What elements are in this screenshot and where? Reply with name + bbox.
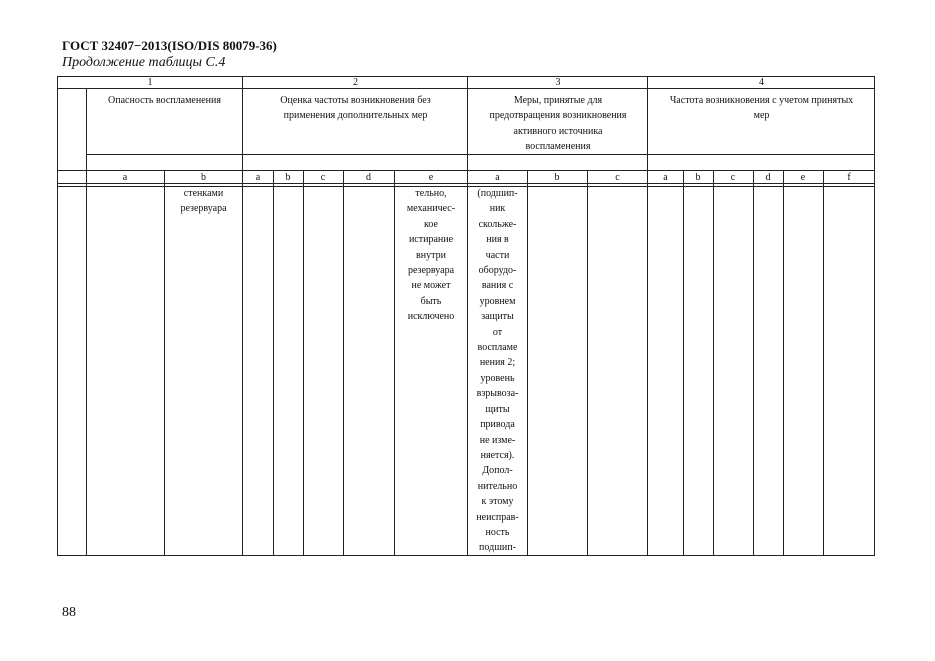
subheader-1b: b xyxy=(201,172,206,183)
cell-line: воспламе xyxy=(477,342,518,354)
subheader-2e: e xyxy=(428,172,434,183)
cell-line: оборудо- xyxy=(478,265,517,277)
subheader-4b: b xyxy=(695,172,701,183)
cell-line: (подшип- xyxy=(477,188,518,199)
subheader-2d: d xyxy=(366,172,371,183)
header-line: мер xyxy=(753,110,770,122)
page-number: 88 xyxy=(62,605,76,620)
subheader-4f: f xyxy=(847,172,851,183)
subheader-3b: b xyxy=(554,172,560,183)
header-ignition-hazard: Опасность воспламенения xyxy=(108,95,221,106)
cell-line: кое xyxy=(424,218,438,230)
header-line: воспламенения xyxy=(525,141,591,153)
cell-line: нения 2; xyxy=(479,357,516,369)
column-number-1: 1 xyxy=(147,77,153,88)
cell-line: от xyxy=(492,326,503,338)
subheader-2a: a xyxy=(255,172,261,183)
cell-1b xyxy=(164,186,243,217)
cell-3a xyxy=(468,186,527,556)
cell-line: скольже- xyxy=(478,218,517,230)
cell-line: ность xyxy=(485,526,510,538)
cell-line: уровень xyxy=(480,372,515,384)
header-measures-taken xyxy=(468,93,648,155)
cell-line: уровнем xyxy=(479,295,516,307)
standard-code: ГОСТ 32407−2013(ISO/DIS 80079-36) xyxy=(62,38,277,53)
header-line: предотвращения возникновения xyxy=(489,110,627,122)
cell-line: нительно xyxy=(477,480,518,492)
cell-line: исключено xyxy=(407,311,455,323)
header-frequency-without-measures xyxy=(243,93,468,124)
column-number-4: 4 xyxy=(759,77,764,88)
subheader-2b: b xyxy=(285,172,291,183)
table-continuation-caption: Продолжение таблицы С.4 xyxy=(62,55,226,70)
cell-line: неисправ- xyxy=(476,511,519,523)
cell-line: резервуара xyxy=(180,203,227,215)
header-line: применения дополнительных мер xyxy=(283,110,428,122)
cell-line: Допол- xyxy=(482,465,513,477)
column-number-2: 2 xyxy=(353,77,358,88)
subheader-4d: d xyxy=(765,172,771,183)
cell-line: стенками xyxy=(183,188,224,199)
cell-line: механичес- xyxy=(406,203,456,215)
cell-line: защиты xyxy=(481,311,514,323)
subheader-3c: c xyxy=(615,172,620,183)
subheader-3a: a xyxy=(495,172,500,183)
cell-2e xyxy=(394,186,468,325)
header-line: Меры, принятые для xyxy=(513,95,603,106)
cell-line: внутри xyxy=(416,249,446,261)
cell-line: резервуара xyxy=(407,265,455,277)
cell-line: ник xyxy=(489,203,506,215)
header-frequency-with-measures xyxy=(648,93,875,124)
cell-line: истирание xyxy=(408,234,454,246)
subheader-2c: c xyxy=(320,172,326,183)
cell-line: не может xyxy=(411,280,451,292)
cell-line: подшип- xyxy=(479,542,516,554)
cell-line: не изме- xyxy=(479,434,516,446)
subheader-1a: a xyxy=(122,172,128,183)
cell-line: ния в xyxy=(486,234,509,246)
header-line: активного источника xyxy=(513,125,603,137)
cell-line: щиты xyxy=(485,403,510,415)
subheader-4a: a xyxy=(663,172,668,183)
cell-line: вания с xyxy=(481,280,514,292)
cell-line: к этому xyxy=(481,496,514,508)
cell-line: няется). xyxy=(480,449,515,461)
column-number-3: 3 xyxy=(555,77,561,88)
subheader-4c: c xyxy=(730,172,736,183)
cell-line: быть xyxy=(420,295,442,307)
subheader-4e: e xyxy=(800,172,806,183)
cell-line: тельно, xyxy=(415,188,447,199)
header-line: Оценка частоты возникновения без xyxy=(280,95,431,106)
cell-line: взрывоза- xyxy=(476,388,519,400)
cell-line: части xyxy=(485,249,510,261)
header-line: Частота возникновения с учетом принятых xyxy=(669,95,854,106)
cell-line: привода xyxy=(480,419,515,431)
